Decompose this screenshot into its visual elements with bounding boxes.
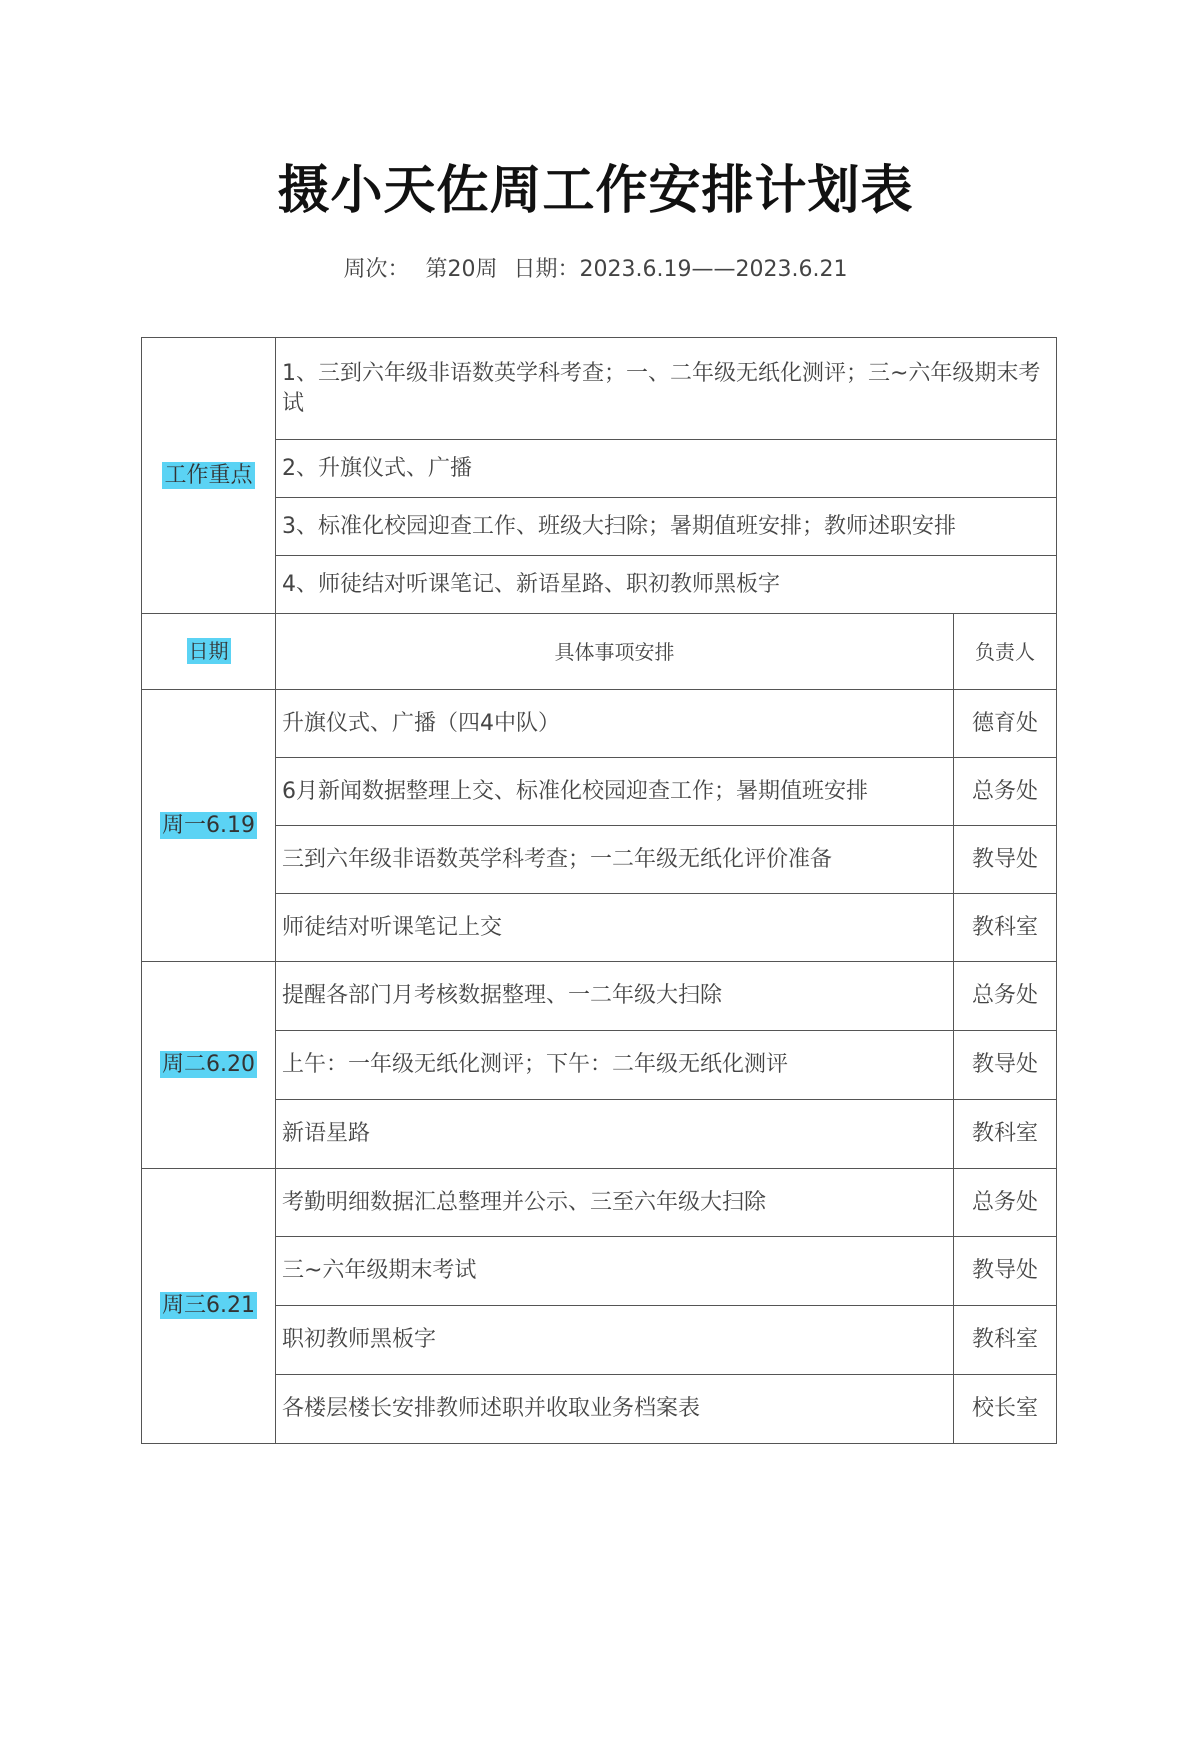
week-info (0, 255, 1191, 285)
day-label: 周一6.19 (162, 812, 255, 838)
table-row (142, 690, 1057, 758)
focus-row (142, 556, 1057, 614)
owner-cell: 总务处 (954, 1169, 1057, 1237)
focus-item: 3、标准化校园迎查工作、班级大扫除；暑期值班安排；教师述职安排 (276, 498, 1057, 556)
table-row (142, 826, 1057, 894)
owner-cell: 教科室 (954, 1306, 1057, 1375)
day-label: 周三6.21 (162, 1293, 255, 1318)
schedule-table (141, 337, 1057, 1444)
item-cell: 升旗仪式、广播（四4中队） (276, 690, 954, 758)
item-cell: 师徒结对听课笔记上交 (276, 894, 954, 962)
owner-cell: 德育处 (954, 690, 1057, 758)
item-cell: 提醒各部门月考核数据整理、一二年级大扫除 (276, 962, 954, 1031)
table-row (142, 1306, 1057, 1375)
table-row (142, 894, 1057, 962)
header-date-cell (142, 614, 276, 690)
focus-row (142, 338, 1057, 440)
owner-cell: 教导处 (954, 1237, 1057, 1306)
day-cell (142, 1169, 276, 1444)
table-row (142, 1100, 1057, 1169)
owner-cell: 教科室 (954, 1100, 1057, 1169)
table-row (142, 1375, 1057, 1444)
day-label: 周二6.20 (162, 1052, 255, 1077)
focus-row (142, 440, 1057, 498)
table-row (142, 1169, 1057, 1237)
header-owner: 负责人 (954, 614, 1057, 690)
header-items: 具体事项安排 (276, 614, 954, 690)
owner-cell: 教导处 (954, 1031, 1057, 1100)
item-cell: 上午：一年级无纸化测评；下午：二年级无纸化测评 (276, 1031, 954, 1100)
owner-cell: 教科室 (954, 894, 1057, 962)
day-cell (142, 690, 276, 962)
owner-cell: 总务处 (954, 962, 1057, 1031)
owner-cell: 校长室 (954, 1375, 1057, 1444)
page-title: 摄小天佐周工作安排计划表 (277, 161, 914, 221)
focus-label: 工作重点 (164, 462, 253, 488)
item-cell: 考勤明细数据汇总整理并公示、三至六年级大扫除 (276, 1169, 954, 1237)
table-row (142, 758, 1057, 826)
item-cell: 各楼层楼长安排教师述职并收取业务档案表 (276, 1375, 954, 1444)
day-cell (142, 962, 276, 1169)
item-cell: 新语星路 (276, 1100, 954, 1169)
focus-item: 4、师徒结对听课笔记、新语星路、职初教师黑板字 (276, 556, 1057, 614)
week-value: 第20周 (425, 257, 498, 282)
focus-item: 2、升旗仪式、广播 (276, 440, 1057, 498)
date-range: 日期：2023.6.19——2023.6.21 (513, 257, 848, 282)
table-row (142, 1237, 1057, 1306)
item-cell: 三到六年级非语数英学科考查；一二年级无纸化评价准备 (276, 826, 954, 894)
table-header-row (142, 614, 1057, 690)
owner-cell: 教导处 (954, 826, 1057, 894)
focus-row (142, 498, 1057, 556)
table-row (142, 962, 1057, 1031)
week-label: 周次： (343, 257, 410, 282)
owner-cell: 总务处 (954, 758, 1057, 826)
item-cell: 三~六年级期末考试 (276, 1237, 954, 1306)
header-date: 日期 (188, 639, 229, 663)
item-cell: 6月新闻数据整理上交、标准化校园迎查工作；暑期值班安排 (276, 758, 954, 826)
item-cell: 职初教师黑板字 (276, 1306, 954, 1375)
focus-item: 1、三到六年级非语数英学科考查；一、二年级无纸化测评；三~六年级期末考试 (276, 338, 1057, 440)
table-row (142, 1031, 1057, 1100)
focus-label-cell (142, 338, 276, 614)
